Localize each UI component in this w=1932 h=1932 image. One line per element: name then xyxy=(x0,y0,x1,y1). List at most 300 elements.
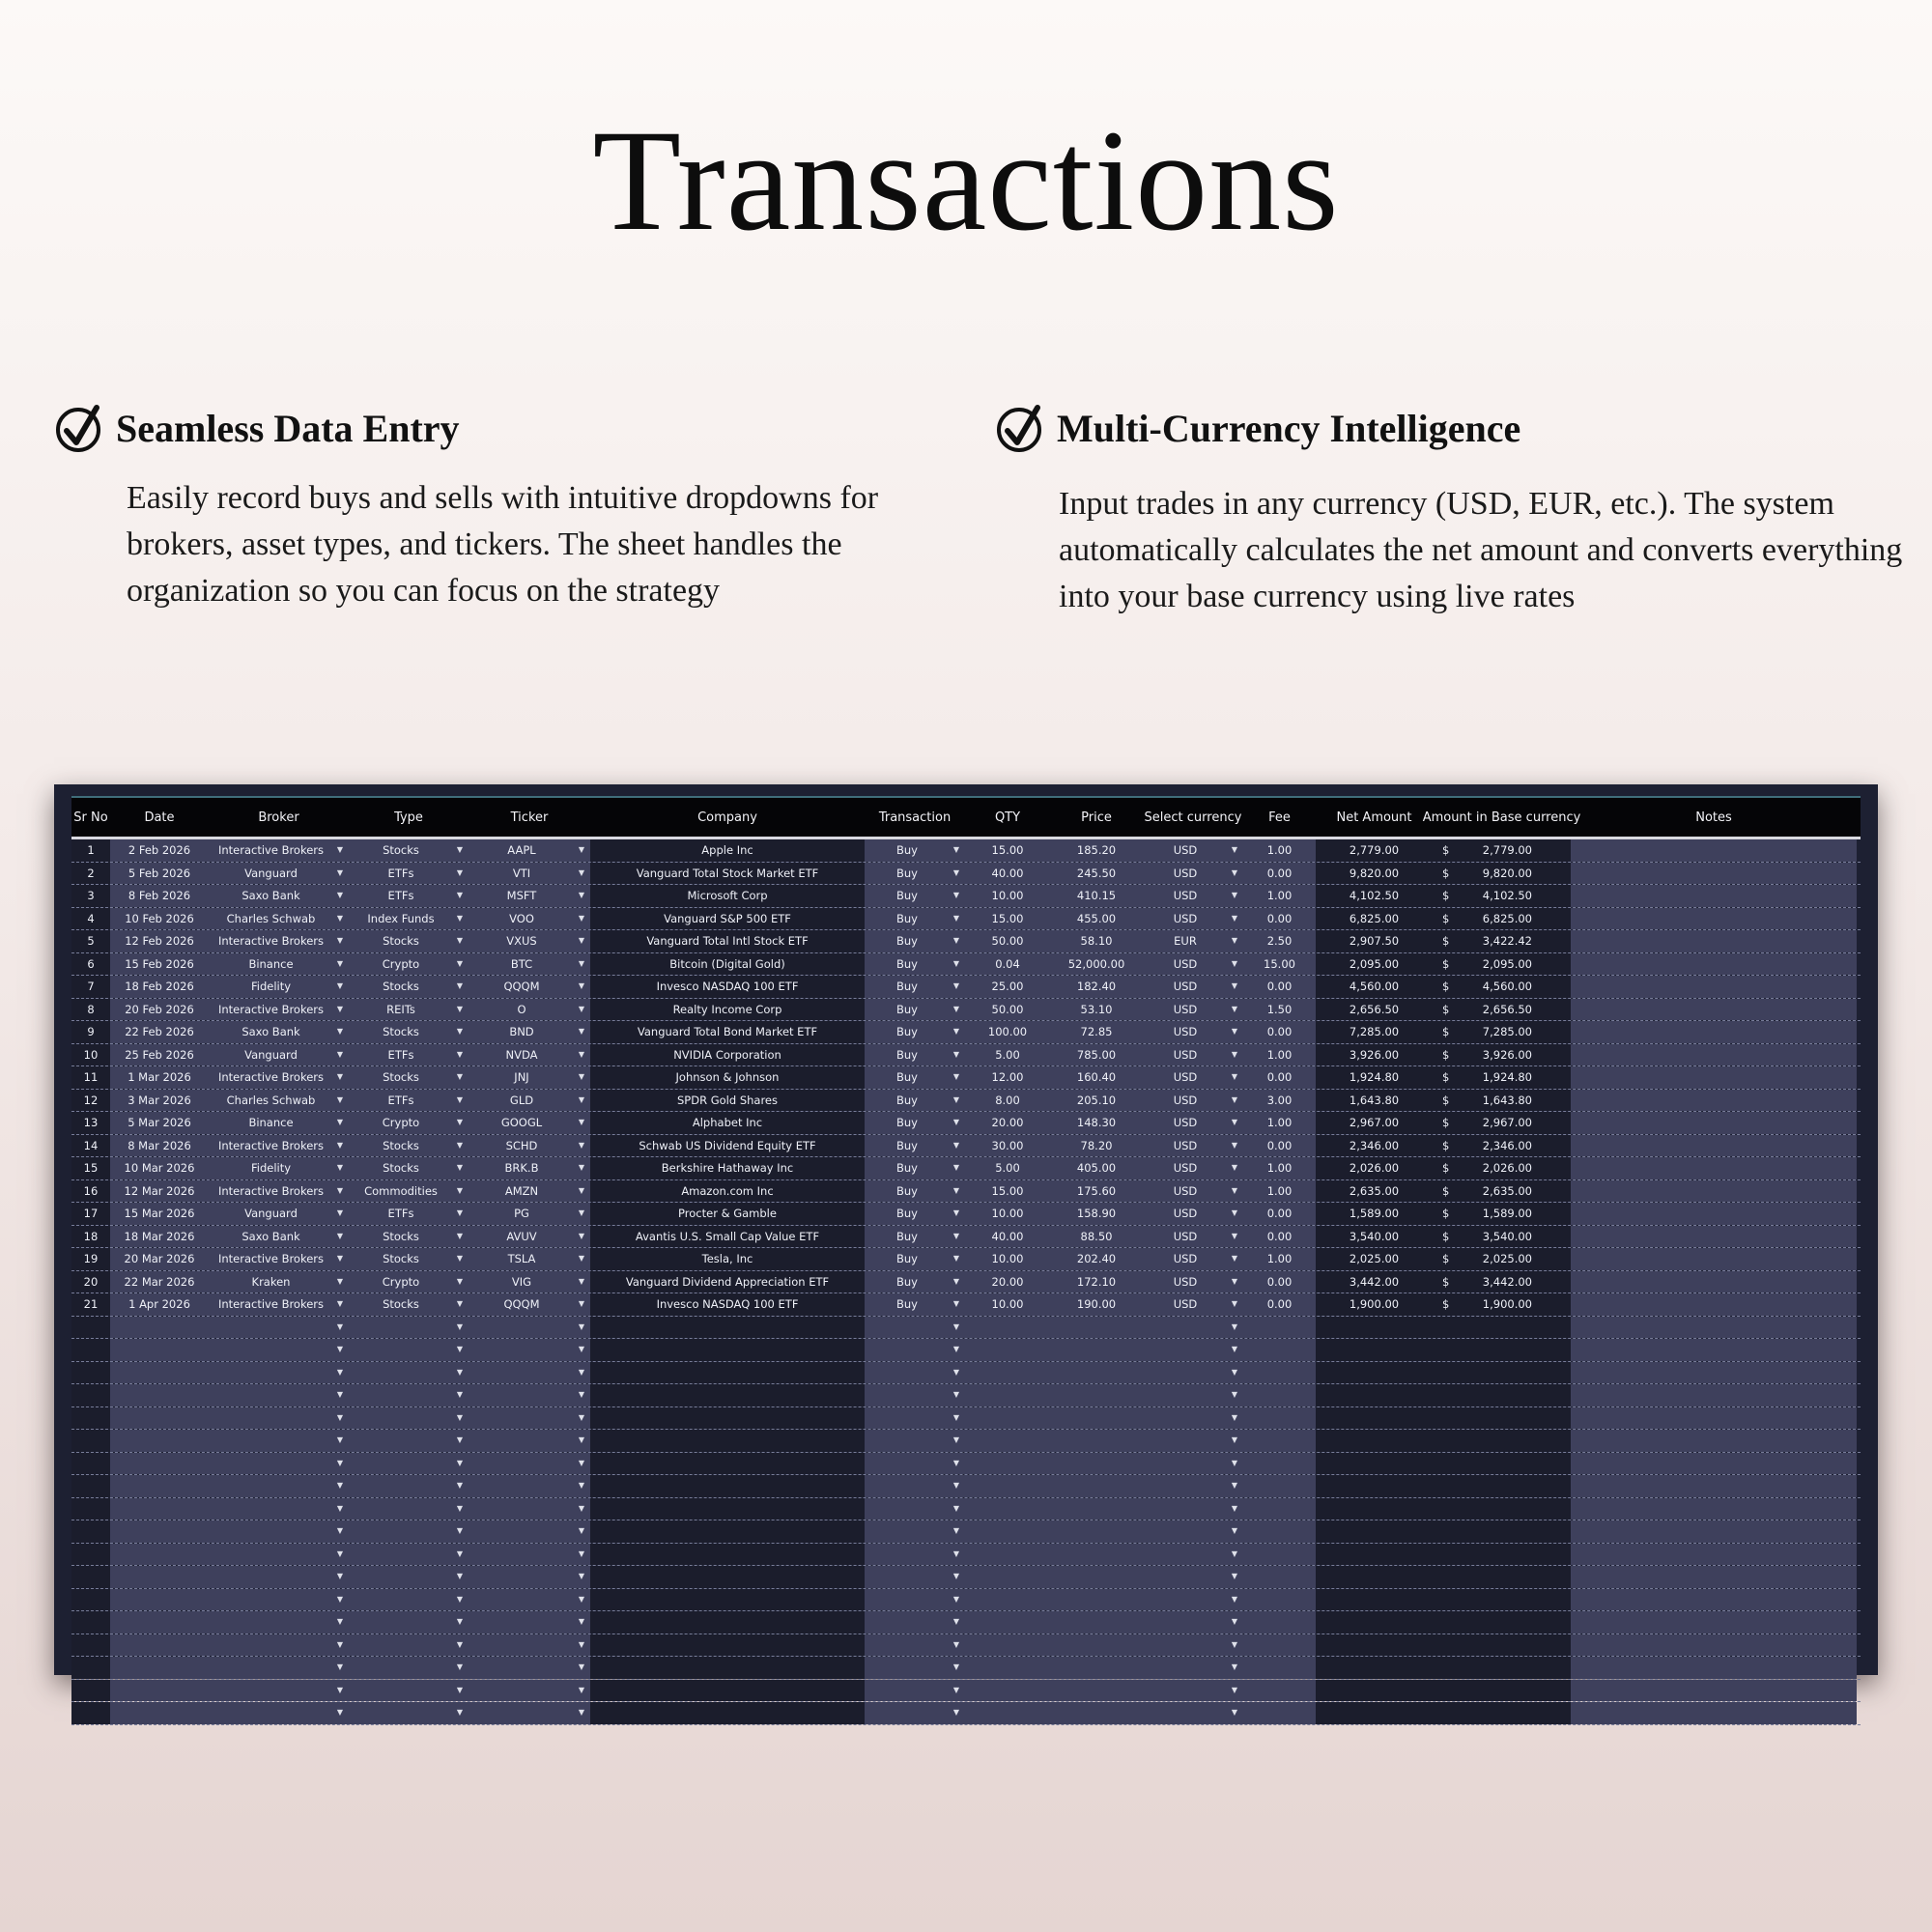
triangle-down-icon[interactable]: ▼ xyxy=(952,1004,959,1013)
sr-no-cell[interactable] xyxy=(71,1112,110,1134)
transaction-dropdown[interactable] xyxy=(865,1293,965,1316)
triangle-down-icon[interactable]: ▼ xyxy=(1231,1412,1237,1422)
company-cell[interactable] xyxy=(590,1611,865,1634)
broker-dropdown[interactable] xyxy=(209,999,349,1021)
fee-cell[interactable] xyxy=(1243,1498,1316,1520)
triangle-down-icon[interactable]: ▼ xyxy=(578,1458,584,1467)
currency-dropdown[interactable] xyxy=(1143,1680,1243,1702)
fee-cell[interactable] xyxy=(1243,930,1316,952)
company-cell[interactable] xyxy=(590,908,865,930)
currency-dropdown[interactable] xyxy=(1143,953,1243,976)
company-cell[interactable] xyxy=(590,1021,865,1043)
fee-cell[interactable] xyxy=(1243,1317,1316,1339)
triangle-down-icon[interactable]: ▼ xyxy=(578,1299,584,1308)
date-cell[interactable] xyxy=(110,1520,209,1543)
type-dropdown[interactable] xyxy=(349,1339,469,1361)
currency-dropdown[interactable] xyxy=(1143,930,1243,952)
broker-dropdown[interactable] xyxy=(209,1566,349,1588)
header-qty[interactable]: QTY xyxy=(994,810,1021,825)
price-cell[interactable] xyxy=(1050,1657,1143,1679)
ticker-dropdown[interactable] xyxy=(469,1157,590,1179)
price-cell[interactable] xyxy=(1050,1589,1143,1611)
broker-dropdown[interactable] xyxy=(209,1589,349,1611)
triangle-down-icon[interactable]: ▼ xyxy=(578,1345,584,1353)
triangle-down-icon[interactable]: ▼ xyxy=(1231,1049,1237,1059)
transaction-dropdown[interactable] xyxy=(865,1317,965,1339)
header-select-currency[interactable]: Select currency xyxy=(1144,810,1242,825)
triangle-down-icon[interactable]: ▼ xyxy=(578,1503,584,1513)
qty-cell[interactable] xyxy=(965,1203,1050,1225)
ticker-dropdown[interactable] xyxy=(469,1475,590,1497)
qty-cell[interactable] xyxy=(965,1066,1050,1089)
triangle-down-icon[interactable]: ▼ xyxy=(1231,1594,1237,1604)
triangle-down-icon[interactable]: ▼ xyxy=(578,1548,584,1558)
transaction-dropdown[interactable] xyxy=(865,1498,965,1520)
header-broker[interactable]: Broker xyxy=(258,810,299,825)
notes-cell[interactable] xyxy=(1571,1475,1857,1497)
currency-dropdown[interactable] xyxy=(1143,1498,1243,1520)
transaction-dropdown[interactable] xyxy=(865,1362,965,1384)
sr-no-cell[interactable] xyxy=(71,885,110,907)
triangle-down-icon[interactable]: ▼ xyxy=(1231,1481,1237,1490)
triangle-down-icon[interactable]: ▼ xyxy=(336,1299,343,1308)
transaction-dropdown[interactable] xyxy=(865,1112,965,1134)
date-cell[interactable] xyxy=(110,999,209,1021)
triangle-down-icon[interactable]: ▼ xyxy=(1231,867,1237,877)
net-amount-cell[interactable] xyxy=(1316,999,1433,1021)
fee-cell[interactable] xyxy=(1243,1180,1316,1203)
currency-dropdown[interactable] xyxy=(1143,1021,1243,1043)
price-cell[interactable] xyxy=(1050,976,1143,998)
company-cell[interactable] xyxy=(590,1293,865,1316)
qty-cell[interactable] xyxy=(965,1634,1050,1657)
price-cell[interactable] xyxy=(1050,1566,1143,1588)
broker-dropdown[interactable] xyxy=(209,930,349,952)
transaction-dropdown[interactable] xyxy=(865,1475,965,1497)
qty-cell[interactable] xyxy=(965,885,1050,907)
price-cell[interactable] xyxy=(1050,1634,1143,1657)
fee-cell[interactable] xyxy=(1243,908,1316,930)
type-dropdown[interactable] xyxy=(349,976,469,998)
triangle-down-icon[interactable]: ▼ xyxy=(1231,891,1237,899)
triangle-down-icon[interactable]: ▼ xyxy=(336,1027,343,1036)
currency-dropdown[interactable] xyxy=(1143,1317,1243,1339)
header-fee[interactable]: Fee xyxy=(1268,810,1291,825)
triangle-down-icon[interactable]: ▼ xyxy=(456,981,463,990)
qty-cell[interactable] xyxy=(965,1657,1050,1679)
transaction-dropdown[interactable] xyxy=(865,1384,965,1406)
transaction-dropdown[interactable] xyxy=(865,1407,965,1430)
base-amount-cell[interactable] xyxy=(1433,976,1571,998)
date-cell[interactable] xyxy=(110,908,209,930)
triangle-down-icon[interactable]: ▼ xyxy=(336,1345,343,1353)
triangle-down-icon[interactable]: ▼ xyxy=(456,1548,463,1558)
fee-cell[interactable] xyxy=(1243,839,1316,862)
fee-cell[interactable] xyxy=(1243,1362,1316,1384)
price-cell[interactable] xyxy=(1050,1453,1143,1475)
triangle-down-icon[interactable]: ▼ xyxy=(952,1708,959,1717)
sr-no-cell[interactable] xyxy=(71,1066,110,1089)
notes-cell[interactable] xyxy=(1571,1248,1857,1270)
fee-cell[interactable] xyxy=(1243,863,1316,885)
broker-dropdown[interactable] xyxy=(209,1407,349,1430)
base-amount-cell[interactable] xyxy=(1433,1611,1571,1634)
triangle-down-icon[interactable]: ▼ xyxy=(336,845,343,854)
base-amount-cell[interactable] xyxy=(1433,1293,1571,1316)
transaction-dropdown[interactable] xyxy=(865,1702,965,1724)
type-dropdown[interactable] xyxy=(349,1112,469,1134)
base-amount-cell[interactable] xyxy=(1433,1520,1571,1543)
notes-cell[interactable] xyxy=(1571,1520,1857,1543)
qty-cell[interactable] xyxy=(965,953,1050,976)
currency-dropdown[interactable] xyxy=(1143,1566,1243,1588)
currency-dropdown[interactable] xyxy=(1143,863,1243,885)
type-dropdown[interactable] xyxy=(349,1611,469,1634)
ticker-dropdown[interactable] xyxy=(469,839,590,862)
price-cell[interactable] xyxy=(1050,1317,1143,1339)
company-cell[interactable] xyxy=(590,1566,865,1588)
notes-cell[interactable] xyxy=(1571,863,1857,885)
broker-dropdown[interactable] xyxy=(209,1634,349,1657)
currency-dropdown[interactable] xyxy=(1143,1066,1243,1089)
type-dropdown[interactable] xyxy=(349,1090,469,1112)
base-amount-cell[interactable] xyxy=(1433,1339,1571,1361)
date-cell[interactable] xyxy=(110,1611,209,1634)
price-cell[interactable] xyxy=(1050,1293,1143,1316)
transaction-dropdown[interactable] xyxy=(865,1135,965,1157)
sr-no-cell[interactable] xyxy=(71,1226,110,1248)
triangle-down-icon[interactable]: ▼ xyxy=(578,1639,584,1649)
fee-cell[interactable] xyxy=(1243,1339,1316,1361)
triangle-down-icon[interactable]: ▼ xyxy=(578,1027,584,1036)
date-cell[interactable] xyxy=(110,1566,209,1588)
company-cell[interactable] xyxy=(590,1362,865,1384)
net-amount-cell[interactable] xyxy=(1316,908,1433,930)
triangle-down-icon[interactable]: ▼ xyxy=(952,1321,959,1331)
triangle-down-icon[interactable]: ▼ xyxy=(952,1639,959,1649)
date-cell[interactable] xyxy=(110,1317,209,1339)
transaction-dropdown[interactable] xyxy=(865,1611,965,1634)
triangle-down-icon[interactable]: ▼ xyxy=(578,1662,584,1671)
triangle-down-icon[interactable]: ▼ xyxy=(1231,1345,1237,1353)
net-amount-cell[interactable] xyxy=(1316,1157,1433,1179)
net-amount-cell[interactable] xyxy=(1316,1453,1433,1475)
fee-cell[interactable] xyxy=(1243,1657,1316,1679)
notes-cell[interactable] xyxy=(1571,1135,1857,1157)
date-cell[interactable] xyxy=(110,1680,209,1702)
triangle-down-icon[interactable]: ▼ xyxy=(456,1049,463,1059)
transaction-dropdown[interactable] xyxy=(865,1180,965,1203)
triangle-down-icon[interactable]: ▼ xyxy=(456,1072,463,1081)
type-dropdown[interactable] xyxy=(349,953,469,976)
price-cell[interactable] xyxy=(1050,839,1143,862)
triangle-down-icon[interactable]: ▼ xyxy=(578,1118,584,1126)
price-cell[interactable] xyxy=(1050,1044,1143,1066)
transaction-dropdown[interactable] xyxy=(865,999,965,1021)
base-amount-cell[interactable] xyxy=(1433,1589,1571,1611)
company-cell[interactable] xyxy=(590,953,865,976)
currency-dropdown[interactable] xyxy=(1143,1112,1243,1134)
triangle-down-icon[interactable]: ▼ xyxy=(456,936,463,945)
currency-dropdown[interactable] xyxy=(1143,976,1243,998)
transaction-dropdown[interactable] xyxy=(865,885,965,907)
date-cell[interactable] xyxy=(110,1384,209,1406)
price-cell[interactable] xyxy=(1050,1226,1143,1248)
currency-dropdown[interactable] xyxy=(1143,1520,1243,1543)
triangle-down-icon[interactable]: ▼ xyxy=(578,1094,584,1104)
qty-cell[interactable] xyxy=(965,1475,1050,1497)
triangle-down-icon[interactable]: ▼ xyxy=(1231,1367,1237,1377)
triangle-down-icon[interactable]: ▼ xyxy=(1231,1662,1237,1671)
transaction-dropdown[interactable] xyxy=(865,1021,965,1043)
company-cell[interactable] xyxy=(590,1112,865,1134)
currency-dropdown[interactable] xyxy=(1143,1407,1243,1430)
triangle-down-icon[interactable]: ▼ xyxy=(952,845,959,854)
type-dropdown[interactable] xyxy=(349,1271,469,1293)
triangle-down-icon[interactable]: ▼ xyxy=(952,1594,959,1604)
ticker-dropdown[interactable] xyxy=(469,885,590,907)
fee-cell[interactable] xyxy=(1243,1112,1316,1134)
type-dropdown[interactable] xyxy=(349,1544,469,1566)
broker-dropdown[interactable] xyxy=(209,1657,349,1679)
notes-cell[interactable] xyxy=(1571,1384,1857,1406)
sr-no-cell[interactable] xyxy=(71,1520,110,1543)
type-dropdown[interactable] xyxy=(349,839,469,862)
qty-cell[interactable] xyxy=(965,1271,1050,1293)
date-cell[interactable] xyxy=(110,976,209,998)
broker-dropdown[interactable] xyxy=(209,976,349,998)
price-cell[interactable] xyxy=(1050,1180,1143,1203)
triangle-down-icon[interactable]: ▼ xyxy=(336,1254,343,1263)
triangle-down-icon[interactable]: ▼ xyxy=(952,1276,959,1286)
broker-dropdown[interactable] xyxy=(209,1271,349,1293)
triangle-down-icon[interactable]: ▼ xyxy=(456,1639,463,1649)
triangle-down-icon[interactable]: ▼ xyxy=(578,1004,584,1013)
qty-cell[interactable] xyxy=(965,908,1050,930)
company-cell[interactable] xyxy=(590,1044,865,1066)
transaction-dropdown[interactable] xyxy=(865,1044,965,1066)
triangle-down-icon[interactable]: ▼ xyxy=(952,1572,959,1580)
triangle-down-icon[interactable]: ▼ xyxy=(336,1208,343,1217)
currency-dropdown[interactable] xyxy=(1143,1090,1243,1112)
ticker-dropdown[interactable] xyxy=(469,976,590,998)
sr-no-cell[interactable] xyxy=(71,1090,110,1112)
date-cell[interactable] xyxy=(110,885,209,907)
triangle-down-icon[interactable]: ▼ xyxy=(336,1548,343,1558)
triangle-down-icon[interactable]: ▼ xyxy=(456,1321,463,1331)
date-cell[interactable] xyxy=(110,1066,209,1089)
triangle-down-icon[interactable]: ▼ xyxy=(336,1617,343,1626)
base-amount-cell[interactable] xyxy=(1433,839,1571,862)
net-amount-cell[interactable] xyxy=(1316,1589,1433,1611)
currency-dropdown[interactable] xyxy=(1143,1544,1243,1566)
triangle-down-icon[interactable]: ▼ xyxy=(578,1231,584,1240)
company-cell[interactable] xyxy=(590,1248,865,1270)
ticker-dropdown[interactable] xyxy=(469,1520,590,1543)
triangle-down-icon[interactable]: ▼ xyxy=(336,1231,343,1240)
type-dropdown[interactable] xyxy=(349,1589,469,1611)
ticker-dropdown[interactable] xyxy=(469,1271,590,1293)
base-amount-cell[interactable] xyxy=(1433,1066,1571,1089)
date-cell[interactable] xyxy=(110,1180,209,1203)
triangle-down-icon[interactable]: ▼ xyxy=(952,1027,959,1036)
triangle-down-icon[interactable]: ▼ xyxy=(1231,1708,1237,1717)
triangle-down-icon[interactable]: ▼ xyxy=(336,1594,343,1604)
sr-no-cell[interactable] xyxy=(71,908,110,930)
ticker-dropdown[interactable] xyxy=(469,1453,590,1475)
price-cell[interactable] xyxy=(1050,1611,1143,1634)
triangle-down-icon[interactable]: ▼ xyxy=(336,936,343,945)
qty-cell[interactable] xyxy=(965,1021,1050,1043)
fee-cell[interactable] xyxy=(1243,1680,1316,1702)
qty-cell[interactable] xyxy=(965,1090,1050,1112)
broker-dropdown[interactable] xyxy=(209,1475,349,1497)
sr-no-cell[interactable] xyxy=(71,1157,110,1179)
triangle-down-icon[interactable]: ▼ xyxy=(456,1617,463,1626)
qty-cell[interactable] xyxy=(965,1226,1050,1248)
triangle-down-icon[interactable]: ▼ xyxy=(456,1254,463,1263)
triangle-down-icon[interactable]: ▼ xyxy=(1231,1321,1237,1331)
net-amount-cell[interactable] xyxy=(1316,1226,1433,1248)
company-cell[interactable] xyxy=(590,1657,865,1679)
triangle-down-icon[interactable]: ▼ xyxy=(952,1231,959,1240)
base-amount-cell[interactable] xyxy=(1433,1044,1571,1066)
qty-cell[interactable] xyxy=(965,1520,1050,1543)
base-amount-cell[interactable] xyxy=(1433,1475,1571,1497)
qty-cell[interactable] xyxy=(965,1293,1050,1316)
broker-dropdown[interactable] xyxy=(209,1544,349,1566)
notes-cell[interactable] xyxy=(1571,1044,1857,1066)
notes-cell[interactable] xyxy=(1571,1339,1857,1361)
currency-dropdown[interactable] xyxy=(1143,1611,1243,1634)
triangle-down-icon[interactable]: ▼ xyxy=(578,1208,584,1217)
sr-no-cell[interactable] xyxy=(71,930,110,952)
notes-cell[interactable] xyxy=(1571,1293,1857,1316)
net-amount-cell[interactable] xyxy=(1316,1044,1433,1066)
triangle-down-icon[interactable]: ▼ xyxy=(578,1321,584,1331)
notes-cell[interactable] xyxy=(1571,976,1857,998)
ticker-dropdown[interactable] xyxy=(469,1407,590,1430)
triangle-down-icon[interactable]: ▼ xyxy=(336,1276,343,1286)
triangle-down-icon[interactable]: ▼ xyxy=(336,1503,343,1513)
triangle-down-icon[interactable]: ▼ xyxy=(952,891,959,899)
type-dropdown[interactable] xyxy=(349,1407,469,1430)
triangle-down-icon[interactable]: ▼ xyxy=(578,1276,584,1286)
transaction-dropdown[interactable] xyxy=(865,1544,965,1566)
notes-cell[interactable] xyxy=(1571,953,1857,976)
triangle-down-icon[interactable]: ▼ xyxy=(578,1412,584,1422)
triangle-down-icon[interactable]: ▼ xyxy=(1231,1276,1237,1286)
transaction-dropdown[interactable] xyxy=(865,1226,965,1248)
company-cell[interactable] xyxy=(590,1520,865,1543)
ticker-dropdown[interactable] xyxy=(469,1611,590,1634)
net-amount-cell[interactable] xyxy=(1316,839,1433,862)
triangle-down-icon[interactable]: ▼ xyxy=(952,1208,959,1217)
currency-dropdown[interactable] xyxy=(1143,839,1243,862)
price-cell[interactable] xyxy=(1050,1248,1143,1270)
net-amount-cell[interactable] xyxy=(1316,976,1433,998)
qty-cell[interactable] xyxy=(965,1135,1050,1157)
currency-dropdown[interactable] xyxy=(1143,1180,1243,1203)
qty-cell[interactable] xyxy=(965,1044,1050,1066)
sr-no-cell[interactable] xyxy=(71,953,110,976)
price-cell[interactable] xyxy=(1050,908,1143,930)
broker-dropdown[interactable] xyxy=(209,1135,349,1157)
broker-dropdown[interactable] xyxy=(209,1317,349,1339)
fee-cell[interactable] xyxy=(1243,1589,1316,1611)
notes-cell[interactable] xyxy=(1571,1066,1857,1089)
triangle-down-icon[interactable]: ▼ xyxy=(952,1140,959,1150)
broker-dropdown[interactable] xyxy=(209,1180,349,1203)
price-cell[interactable] xyxy=(1050,1430,1143,1452)
currency-dropdown[interactable] xyxy=(1143,1362,1243,1384)
price-cell[interactable] xyxy=(1050,1066,1143,1089)
transaction-dropdown[interactable] xyxy=(865,1248,965,1270)
notes-cell[interactable] xyxy=(1571,1021,1857,1043)
triangle-down-icon[interactable]: ▼ xyxy=(1231,936,1237,945)
triangle-down-icon[interactable]: ▼ xyxy=(578,867,584,877)
triangle-down-icon[interactable]: ▼ xyxy=(1231,1299,1237,1308)
broker-dropdown[interactable] xyxy=(209,1157,349,1179)
currency-dropdown[interactable] xyxy=(1143,1203,1243,1225)
transaction-dropdown[interactable] xyxy=(865,1430,965,1452)
triangle-down-icon[interactable]: ▼ xyxy=(336,1685,343,1694)
transaction-dropdown[interactable] xyxy=(865,1520,965,1543)
base-amount-cell[interactable] xyxy=(1433,1226,1571,1248)
notes-cell[interactable] xyxy=(1571,1317,1857,1339)
price-cell[interactable] xyxy=(1050,863,1143,885)
date-cell[interactable] xyxy=(110,1112,209,1134)
triangle-down-icon[interactable]: ▼ xyxy=(578,1140,584,1150)
sr-no-cell[interactable] xyxy=(71,863,110,885)
base-amount-cell[interactable] xyxy=(1433,1430,1571,1452)
triangle-down-icon[interactable]: ▼ xyxy=(336,1526,343,1535)
price-cell[interactable] xyxy=(1050,1271,1143,1293)
triangle-down-icon[interactable]: ▼ xyxy=(456,1458,463,1467)
base-amount-cell[interactable] xyxy=(1433,1453,1571,1475)
triangle-down-icon[interactable]: ▼ xyxy=(456,1276,463,1286)
triangle-down-icon[interactable]: ▼ xyxy=(578,1367,584,1377)
fee-cell[interactable] xyxy=(1243,1226,1316,1248)
triangle-down-icon[interactable]: ▼ xyxy=(1231,1458,1237,1467)
price-cell[interactable] xyxy=(1050,1384,1143,1406)
triangle-down-icon[interactable]: ▼ xyxy=(578,981,584,990)
triangle-down-icon[interactable]: ▼ xyxy=(456,1572,463,1580)
fee-cell[interactable] xyxy=(1243,1611,1316,1634)
type-dropdown[interactable] xyxy=(349,1021,469,1043)
qty-cell[interactable] xyxy=(965,1453,1050,1475)
type-dropdown[interactable] xyxy=(349,1157,469,1179)
notes-cell[interactable] xyxy=(1571,1271,1857,1293)
triangle-down-icon[interactable]: ▼ xyxy=(578,1185,584,1195)
base-amount-cell[interactable] xyxy=(1433,1248,1571,1270)
sr-no-cell[interactable] xyxy=(71,1317,110,1339)
transaction-dropdown[interactable] xyxy=(865,1271,965,1293)
transaction-dropdown[interactable] xyxy=(865,1066,965,1089)
net-amount-cell[interactable] xyxy=(1316,1634,1433,1657)
triangle-down-icon[interactable]: ▼ xyxy=(456,891,463,899)
price-cell[interactable] xyxy=(1050,1702,1143,1724)
triangle-down-icon[interactable]: ▼ xyxy=(456,1208,463,1217)
triangle-down-icon[interactable]: ▼ xyxy=(336,1004,343,1013)
triangle-down-icon[interactable]: ▼ xyxy=(336,1118,343,1126)
qty-cell[interactable] xyxy=(965,1566,1050,1588)
triangle-down-icon[interactable]: ▼ xyxy=(1231,1390,1237,1399)
transaction-dropdown[interactable] xyxy=(865,908,965,930)
type-dropdown[interactable] xyxy=(349,908,469,930)
currency-dropdown[interactable] xyxy=(1143,1453,1243,1475)
net-amount-cell[interactable] xyxy=(1316,863,1433,885)
